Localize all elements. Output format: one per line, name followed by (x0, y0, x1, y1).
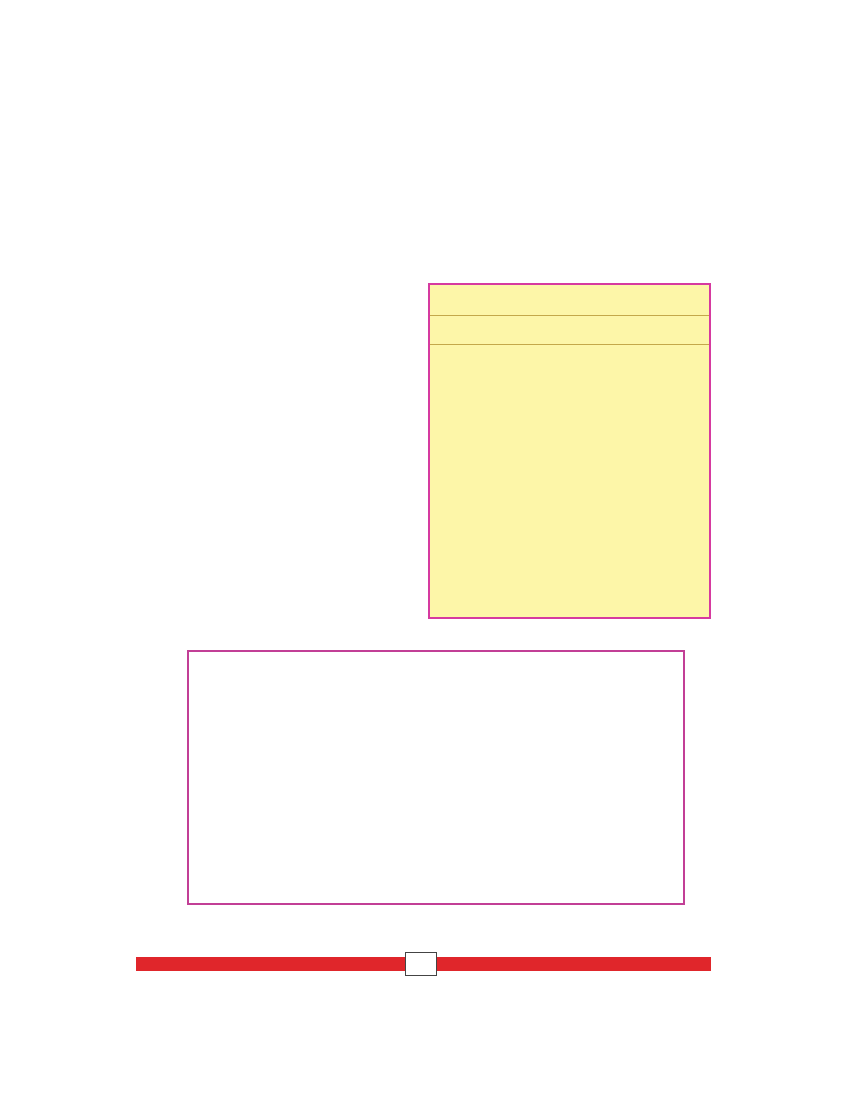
population-table (428, 283, 711, 619)
table-header (430, 316, 709, 345)
page-number (405, 952, 437, 976)
table-title (430, 285, 709, 316)
population-bar-chart (187, 650, 685, 905)
chart-svg (189, 652, 683, 903)
